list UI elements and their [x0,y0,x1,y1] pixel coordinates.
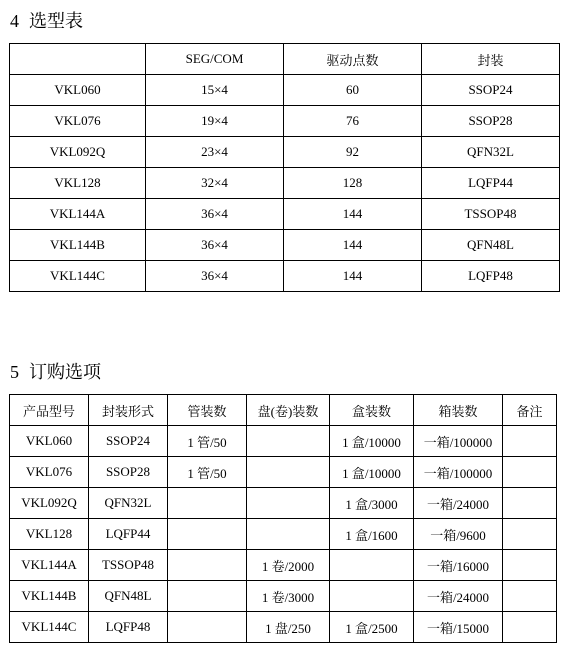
table-cell: 19×4 [146,106,284,137]
header-cell: 封装 [422,44,560,75]
table-cell: 92 [284,137,422,168]
header-cell: 盘(卷)装数 [247,395,330,426]
table-cell: SSOP28 [89,457,168,488]
table-cell: QFN32L [89,488,168,519]
table-cell: VKL076 [10,106,146,137]
table-row [10,137,560,168]
table-cell [503,612,557,643]
table-cell: SSOP28 [422,106,560,137]
section-4-heading [10,9,83,33]
table-header-row [10,44,560,75]
table-cell: VKL144C [10,612,89,643]
table-cell: LQFP48 [89,612,168,643]
table-row [10,581,557,612]
table-cell: 一箱/9600 [414,519,503,550]
table-header-row [10,395,557,426]
table-row [10,612,557,643]
table-cell [247,426,330,457]
table-cell: 一箱/24000 [414,581,503,612]
table-cell: 1 盒/1600 [330,519,414,550]
table-cell: VKL128 [10,519,89,550]
table-cell: 1 管/50 [168,426,247,457]
table-cell: LQFP44 [89,519,168,550]
section-title: 订购选项 [29,362,101,382]
table-row [10,230,560,261]
table-cell: 144 [284,261,422,292]
table-cell [503,581,557,612]
table-cell: SSOP24 [89,426,168,457]
table-cell: VKL144A [10,199,146,230]
table-cell: TSSOP48 [422,199,560,230]
table-cell: 一箱/24000 [414,488,503,519]
table-row [10,550,557,581]
table-cell: 60 [284,75,422,106]
table-cell: 36×4 [146,199,284,230]
table-cell: QFN48L [89,581,168,612]
table-cell: VKL060 [10,75,146,106]
table-cell: 32×4 [146,168,284,199]
table-cell: 1 卷/3000 [247,581,330,612]
section-title: 选型表 [29,11,83,31]
table-cell: VKL060 [10,426,89,457]
table-cell [168,488,247,519]
table-cell: SSOP24 [422,75,560,106]
table-cell [503,426,557,457]
table-row [10,106,560,137]
section-number: 4 [10,11,19,31]
table-cell: 76 [284,106,422,137]
table-cell [247,488,330,519]
table-cell: LQFP48 [422,261,560,292]
table-cell: 23×4 [146,137,284,168]
selection-table [9,43,560,292]
table-cell: VKL144B [10,230,146,261]
table-cell [168,612,247,643]
table-cell: VKL092Q [10,137,146,168]
table-row [10,261,560,292]
table-cell: 144 [284,199,422,230]
table-cell: VKL144A [10,550,89,581]
table-cell [330,550,414,581]
table-cell [503,457,557,488]
header-cell [10,44,146,75]
section-5-heading [10,360,101,384]
table-cell: 一箱/100000 [414,426,503,457]
table-cell [247,519,330,550]
table-row [10,168,560,199]
header-cell: 备注 [503,395,557,426]
table-cell: 36×4 [146,261,284,292]
table-cell: QFN48L [422,230,560,261]
header-cell: 产品型号 [10,395,89,426]
table-row [10,488,557,519]
table-cell: VKL144C [10,261,146,292]
table-cell: 一箱/16000 [414,550,503,581]
table-cell: 1 盒/3000 [330,488,414,519]
header-cell: 封装形式 [89,395,168,426]
table-cell: VKL076 [10,457,89,488]
table-cell: VKL092Q [10,488,89,519]
table-cell [247,457,330,488]
header-cell: 盒装数 [330,395,414,426]
table-cell [168,550,247,581]
table-cell: 一箱/15000 [414,612,503,643]
table-cell [503,550,557,581]
table-row [10,457,557,488]
table-cell [503,488,557,519]
ordering-table [9,394,557,643]
section-number: 5 [10,362,19,382]
table-cell: 128 [284,168,422,199]
table-row [10,199,560,230]
table-row [10,75,560,106]
table-cell: 15×4 [146,75,284,106]
table-cell: 1 管/50 [168,457,247,488]
header-cell: 箱装数 [414,395,503,426]
table-cell: 一箱/100000 [414,457,503,488]
table-row [10,426,557,457]
table-cell: QFN32L [422,137,560,168]
table-cell [503,519,557,550]
table-cell [168,581,247,612]
table-cell: LQFP44 [422,168,560,199]
table-cell: 36×4 [146,230,284,261]
header-cell: 管装数 [168,395,247,426]
table-row [10,519,557,550]
table-cell [330,581,414,612]
table-cell: 1 卷/2000 [247,550,330,581]
header-cell: SEG/COM [146,44,284,75]
table-cell: 1 盘/250 [247,612,330,643]
header-cell: 驱动点数 [284,44,422,75]
table-cell: VKL128 [10,168,146,199]
table-cell [168,519,247,550]
table-cell: 1 盒/10000 [330,426,414,457]
table-cell: 1 盒/10000 [330,457,414,488]
table-cell: VKL144B [10,581,89,612]
table-cell: 144 [284,230,422,261]
table-cell: 1 盒/2500 [330,612,414,643]
table-cell: TSSOP48 [89,550,168,581]
